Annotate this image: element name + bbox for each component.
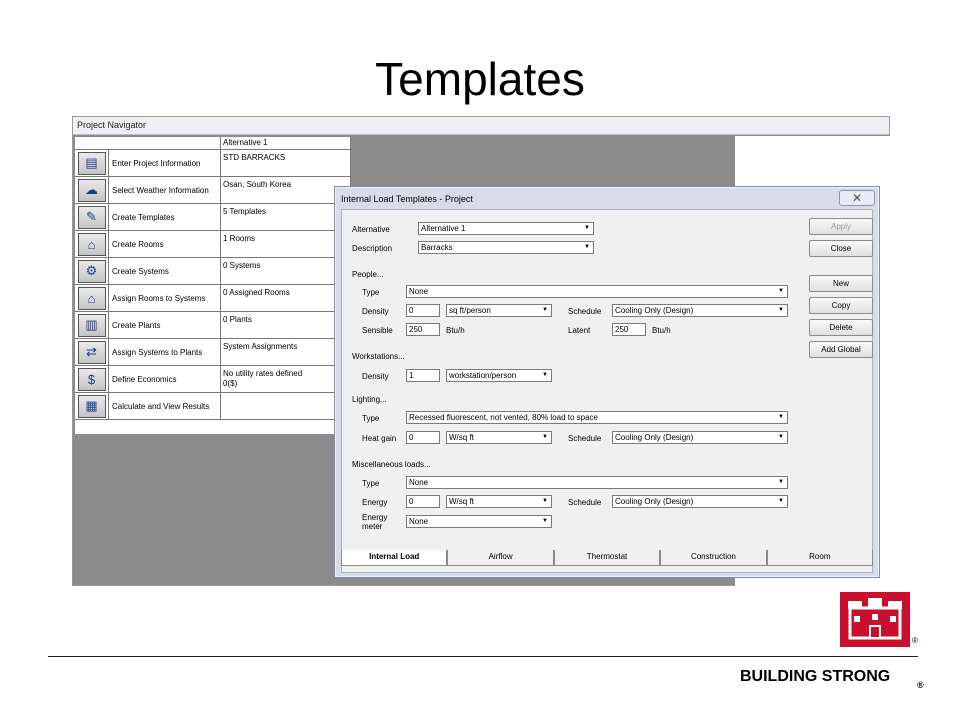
navigator-title: Project Navigator [73, 117, 889, 135]
navigator-row-label[interactable]: Assign Systems to Plants [109, 339, 221, 365]
navigator-row-label[interactable]: Calculate and View Results [109, 393, 221, 419]
navigator-row[interactable] [75, 150, 351, 177]
workstation-density-label: Density [362, 372, 389, 381]
lighting-schedule-label: Schedule [568, 434, 602, 443]
misc-section: Miscellaneous loads... [352, 460, 431, 469]
plants-icon[interactable]: ▥ [78, 314, 106, 337]
people-schedule-select[interactable] [612, 304, 788, 317]
navigator-icon-cell [75, 177, 109, 203]
navigator-row-value: 0 Systems [221, 258, 351, 284]
footer-registered-mark: ® [917, 680, 924, 690]
alternative-column-header: Alternative 1 [221, 137, 351, 150]
new-button[interactable]: New [809, 275, 873, 292]
dialog-title: Internal Load Templates - Project [341, 194, 473, 204]
navigator-row[interactable] [75, 231, 351, 258]
description-value: Barracks [421, 243, 453, 252]
latent-input[interactable]: 250 [612, 323, 646, 336]
calculator-icon[interactable]: ▦ [78, 395, 106, 418]
chevron-down-icon: ▼ [542, 372, 548, 378]
workstation-density-input[interactable]: 1 [406, 369, 440, 382]
dialog-tabs [341, 550, 873, 566]
footer-brand: BUILDING STRONG [740, 668, 891, 685]
navigator-row-value: 5 Templates [221, 204, 351, 230]
navigator-icon-cell [75, 339, 109, 365]
people-density-label: Density [362, 307, 389, 316]
people-density-unit-select[interactable] [446, 304, 552, 317]
heat-gain-input[interactable]: 0 [406, 431, 440, 444]
navigator-row-value: 0 Plants [221, 312, 351, 338]
people-density-input[interactable]: 0 [406, 304, 440, 317]
internal-load-templates-dialog [334, 186, 880, 578]
castle-logo [840, 592, 910, 647]
navigator-row-value [221, 393, 351, 419]
navigator-row-label[interactable]: Assign Rooms to Systems [109, 285, 221, 311]
delete-button[interactable]: Delete [809, 319, 873, 336]
navigator-row[interactable] [75, 285, 351, 312]
navigator-row-label[interactable]: Create Plants [109, 312, 221, 338]
navigator-icon-cell [75, 366, 109, 392]
chevron-down-icon: ▼ [778, 288, 784, 294]
energy-meter-value: None [409, 517, 429, 526]
project-info-icon[interactable]: ▤ [78, 152, 106, 175]
people-schedule-value: Cooling Only (Design) [615, 306, 694, 315]
logo-registered-mark: ® [912, 636, 918, 645]
lighting-schedule-value: Cooling Only (Design) [615, 433, 694, 442]
chevron-down-icon: ▼ [778, 434, 784, 440]
lighting-type-select[interactable] [406, 411, 788, 424]
tab-thermostat[interactable]: Thermostat [554, 550, 660, 566]
templates-icon[interactable]: ✎ [78, 206, 106, 229]
heat-gain-unit: W/sq ft [449, 433, 474, 442]
lighting-type-value: Recessed fluorescent, not vented, 80% load to space [409, 413, 599, 422]
misc-schedule-label: Schedule [568, 498, 602, 507]
footer-divider [48, 656, 918, 657]
navigator-row[interactable] [75, 177, 351, 204]
workstation-unit-select[interactable] [446, 369, 552, 382]
assign-systems-icon[interactable]: ⇄ [78, 341, 106, 364]
chevron-down-icon: ▼ [778, 307, 784, 313]
navigator-row-value: System Assignments [221, 339, 351, 365]
energy-input[interactable]: 0 [406, 495, 440, 508]
description-select[interactable] [418, 241, 594, 254]
chevron-down-icon: ▼ [542, 434, 548, 440]
sensible-input[interactable]: 250 [406, 323, 440, 336]
close-button[interactable]: Close [809, 240, 873, 257]
latent-label: Latent [568, 326, 591, 335]
chevron-down-icon: ▼ [542, 307, 548, 313]
navigator-row[interactable] [75, 312, 351, 339]
slide-title: Templates [375, 53, 585, 105]
people-schedule-label: Schedule [568, 307, 602, 316]
energy-meter-select[interactable] [406, 515, 552, 528]
assign-rooms-icon[interactable]: ⌂ [78, 287, 106, 310]
navigator-row[interactable] [75, 366, 351, 393]
people-density-unit: sq ft/person [449, 306, 491, 315]
lighting-section: Lighting... [352, 395, 387, 404]
energy-label: Energy [362, 498, 388, 507]
navigator-table [75, 137, 351, 434]
navigator-row-label[interactable]: Enter Project Information [109, 150, 221, 176]
misc-type-label: Type [362, 479, 380, 488]
systems-icon[interactable]: ⚙ [78, 260, 106, 283]
workstation-unit: workstation/person [449, 371, 517, 380]
tab-room[interactable]: Room [767, 550, 873, 566]
close-icon[interactable]: ✕ [839, 190, 875, 206]
navigator-row[interactable] [75, 204, 351, 231]
heat-gain-unit-select[interactable] [446, 431, 552, 444]
people-type-select[interactable] [406, 285, 788, 298]
chevron-down-icon: ▼ [778, 414, 784, 420]
misc-schedule-select[interactable] [612, 495, 788, 508]
navigator-row-label[interactable]: Define Economics [109, 366, 221, 392]
navigator-row-value: STD BARRACKS [221, 150, 351, 176]
navigator-row-label[interactable]: Create Systems [109, 258, 221, 284]
latent-unit: Btu/h [652, 326, 671, 335]
navigator-icon-cell [75, 258, 109, 284]
navigator-row-label[interactable]: Create Templates [109, 204, 221, 230]
heat-gain-label: Heat gain [362, 434, 397, 443]
energy-unit-select[interactable] [446, 495, 552, 508]
navigator-row[interactable] [75, 258, 351, 285]
navigator-icon-cell [75, 393, 109, 419]
alternative-label: Alternative [352, 225, 390, 234]
people-type-label: Type [362, 288, 380, 297]
navigator-row[interactable] [75, 393, 351, 420]
lighting-type-label: Type [362, 414, 380, 423]
rooms-icon[interactable]: ⌂ [78, 233, 106, 256]
energy-meter-label-line1: Energy [362, 513, 388, 522]
add-global-button[interactable]: Add Global [809, 341, 873, 358]
energy-unit: W/sq ft [449, 497, 474, 506]
chevron-down-icon: ▼ [778, 498, 784, 504]
misc-schedule-value: Cooling Only (Design) [615, 497, 694, 506]
sensible-unit: Btu/h [446, 326, 465, 335]
weather-icon[interactable]: ☁ [78, 179, 106, 202]
copy-button[interactable]: Copy [809, 297, 873, 314]
misc-type-value: None [409, 478, 429, 487]
navigator-row-label[interactable]: Create Rooms [109, 231, 221, 257]
description-label: Description [352, 244, 393, 253]
energy-meter-label [362, 513, 387, 531]
tab-construction[interactable]: Construction [660, 550, 766, 566]
lighting-schedule-select[interactable] [612, 431, 788, 444]
navigator-icon-cell [75, 231, 109, 257]
sensible-label: Sensible [362, 326, 393, 335]
alternative-value: Alternative 1 [421, 224, 466, 233]
apply-button[interactable]: Apply [809, 218, 873, 235]
chevron-down-icon: ▼ [584, 225, 590, 231]
economics-icon[interactable]: $ [78, 368, 106, 391]
navigator-row-value: 0 Assigned Rooms [221, 285, 351, 311]
people-section: People... [352, 270, 384, 279]
tab-internal-load[interactable]: Internal Load [341, 550, 447, 566]
navigator-row-value: Osan, South Korea [221, 177, 351, 203]
navigator-row-label[interactable]: Select Weather Information [109, 177, 221, 203]
alternative-select[interactable] [418, 222, 594, 235]
chevron-down-icon: ▼ [542, 498, 548, 504]
chevron-down-icon: ▼ [542, 518, 548, 524]
dialog-client [341, 209, 873, 573]
navigator-row[interactable] [75, 339, 351, 366]
navigator-icon-cell [75, 312, 109, 338]
misc-type-select[interactable] [406, 476, 788, 489]
navigator-row-value: 1 Rooms [221, 231, 351, 257]
tab-airflow[interactable]: Airflow [447, 550, 553, 566]
people-type-value: None [409, 287, 429, 296]
navigator-icon-cell [75, 285, 109, 311]
energy-meter-label-line2: meter [362, 522, 383, 531]
navigator-row-value: No utility rates defined 0($) [221, 366, 351, 392]
chevron-down-icon: ▼ [584, 244, 590, 250]
chevron-down-icon: ▼ [778, 479, 784, 485]
workstations-section: Workstations... [352, 352, 405, 361]
navigator-icon-cell [75, 150, 109, 176]
navigator-icon-cell [75, 204, 109, 230]
